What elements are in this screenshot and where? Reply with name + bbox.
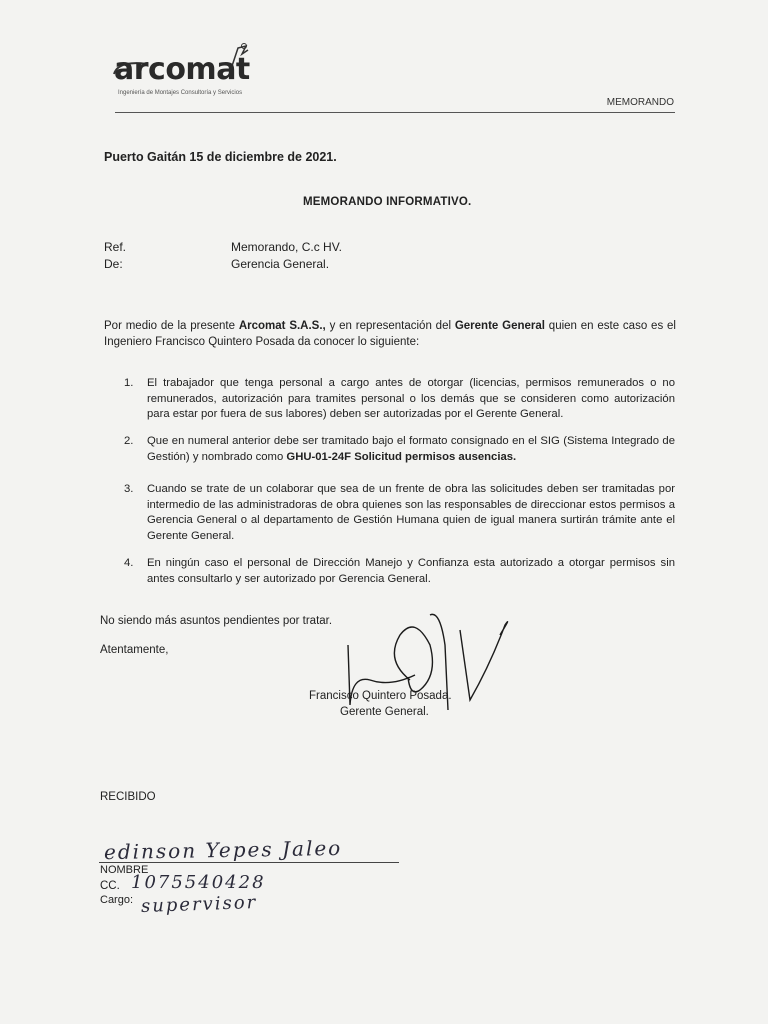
company-logo — [108, 40, 258, 100]
cc-label: CC. — [100, 880, 120, 892]
date-line: Puerto Gaitán 15 de diciembre de 2021. — [104, 150, 337, 164]
handwritten-cargo: supervisor — [140, 891, 258, 918]
item-text — [147, 434, 675, 465]
ref-value: Memorando, C.c HV. — [231, 240, 342, 254]
handwritten-cc: 1075540428 — [131, 872, 266, 893]
name-underline — [99, 862, 399, 863]
from-label: De: — [104, 257, 123, 271]
item-text: En ningún caso el personal de Dirección Manejo y Confianza esta autorizado a otorgar permisos sin antes consultarlo y ser autorizado por Gerencia General. — [147, 557, 675, 585]
logo-tagline: Ingeniería de Montajes Consultoría y Servicios — [118, 90, 243, 96]
from-value: Gerencia General. — [231, 257, 330, 271]
cargo-label: Cargo: — [100, 894, 134, 906]
item-number: 2. — [124, 435, 134, 447]
intro-text-1: Por medio de la presente — [104, 320, 239, 332]
item-number: 4. — [124, 557, 134, 569]
receipt-label: RECIBIDO — [100, 791, 156, 803]
signer-role: Gerente General. — [340, 706, 429, 718]
intro-role: Gerente General — [454, 320, 545, 332]
header-divider — [115, 112, 675, 113]
ref-label: Ref. — [104, 240, 127, 254]
handwritten-name: edinson Yepes Jaleo — [103, 835, 343, 865]
signer-name: Francisco Quintero Posada. — [309, 690, 452, 702]
item-number: 1. — [124, 377, 134, 389]
intro-text-3: quien en este caso es el Ingeniero Francisco Quintero Posada da conocer lo siguiente: — [104, 320, 676, 349]
intro-paragraph — [104, 318, 676, 351]
memo-tag: MEMORANDO — [606, 97, 674, 108]
intro-company: Arcomat S.A.S., — [238, 320, 326, 332]
logo-wordmark: arcomat — [114, 52, 250, 87]
memo-title: MEMORANDO INFORMATIVO. — [303, 196, 472, 208]
item-text: El trabajador que tenga personal a cargo antes de otorgar (licencias, permisos remunerados o no remunerados, autorización para tramites personal o los demás que se consideren como autorización para estar por fuera de sus labores) deben ser autorizadas por el Gerente General. — [147, 377, 675, 421]
closing-line: No siendo más asuntos pendientes por tratar. — [100, 615, 333, 627]
intro-text-2: y en representación del — [325, 320, 455, 332]
item-number: 3. — [124, 483, 134, 495]
item-text-part: Que en numeral anterior debe ser tramitado bajo el formato consignado en el SIG (Sistema Integrado de Gestión) y nombrado como — [147, 435, 675, 463]
closing-salutation: Atentamente, — [100, 644, 169, 656]
name-label: NOMBRE — [100, 864, 149, 876]
item-form-code: GHU-01-24F Solicitud permisos ausencias. — [286, 450, 517, 463]
item-text: Cuando se trate de un colaborar que sea de un frente de obra las solicitudes deben ser tramitadas por intermedio de las administradoras de obra quienes son las responsables de direccionar estos permisos a Gerencia General o al departamento de Gestión Humana quien de igual manera surtirán trámite ante el Gerente General. — [147, 483, 675, 542]
